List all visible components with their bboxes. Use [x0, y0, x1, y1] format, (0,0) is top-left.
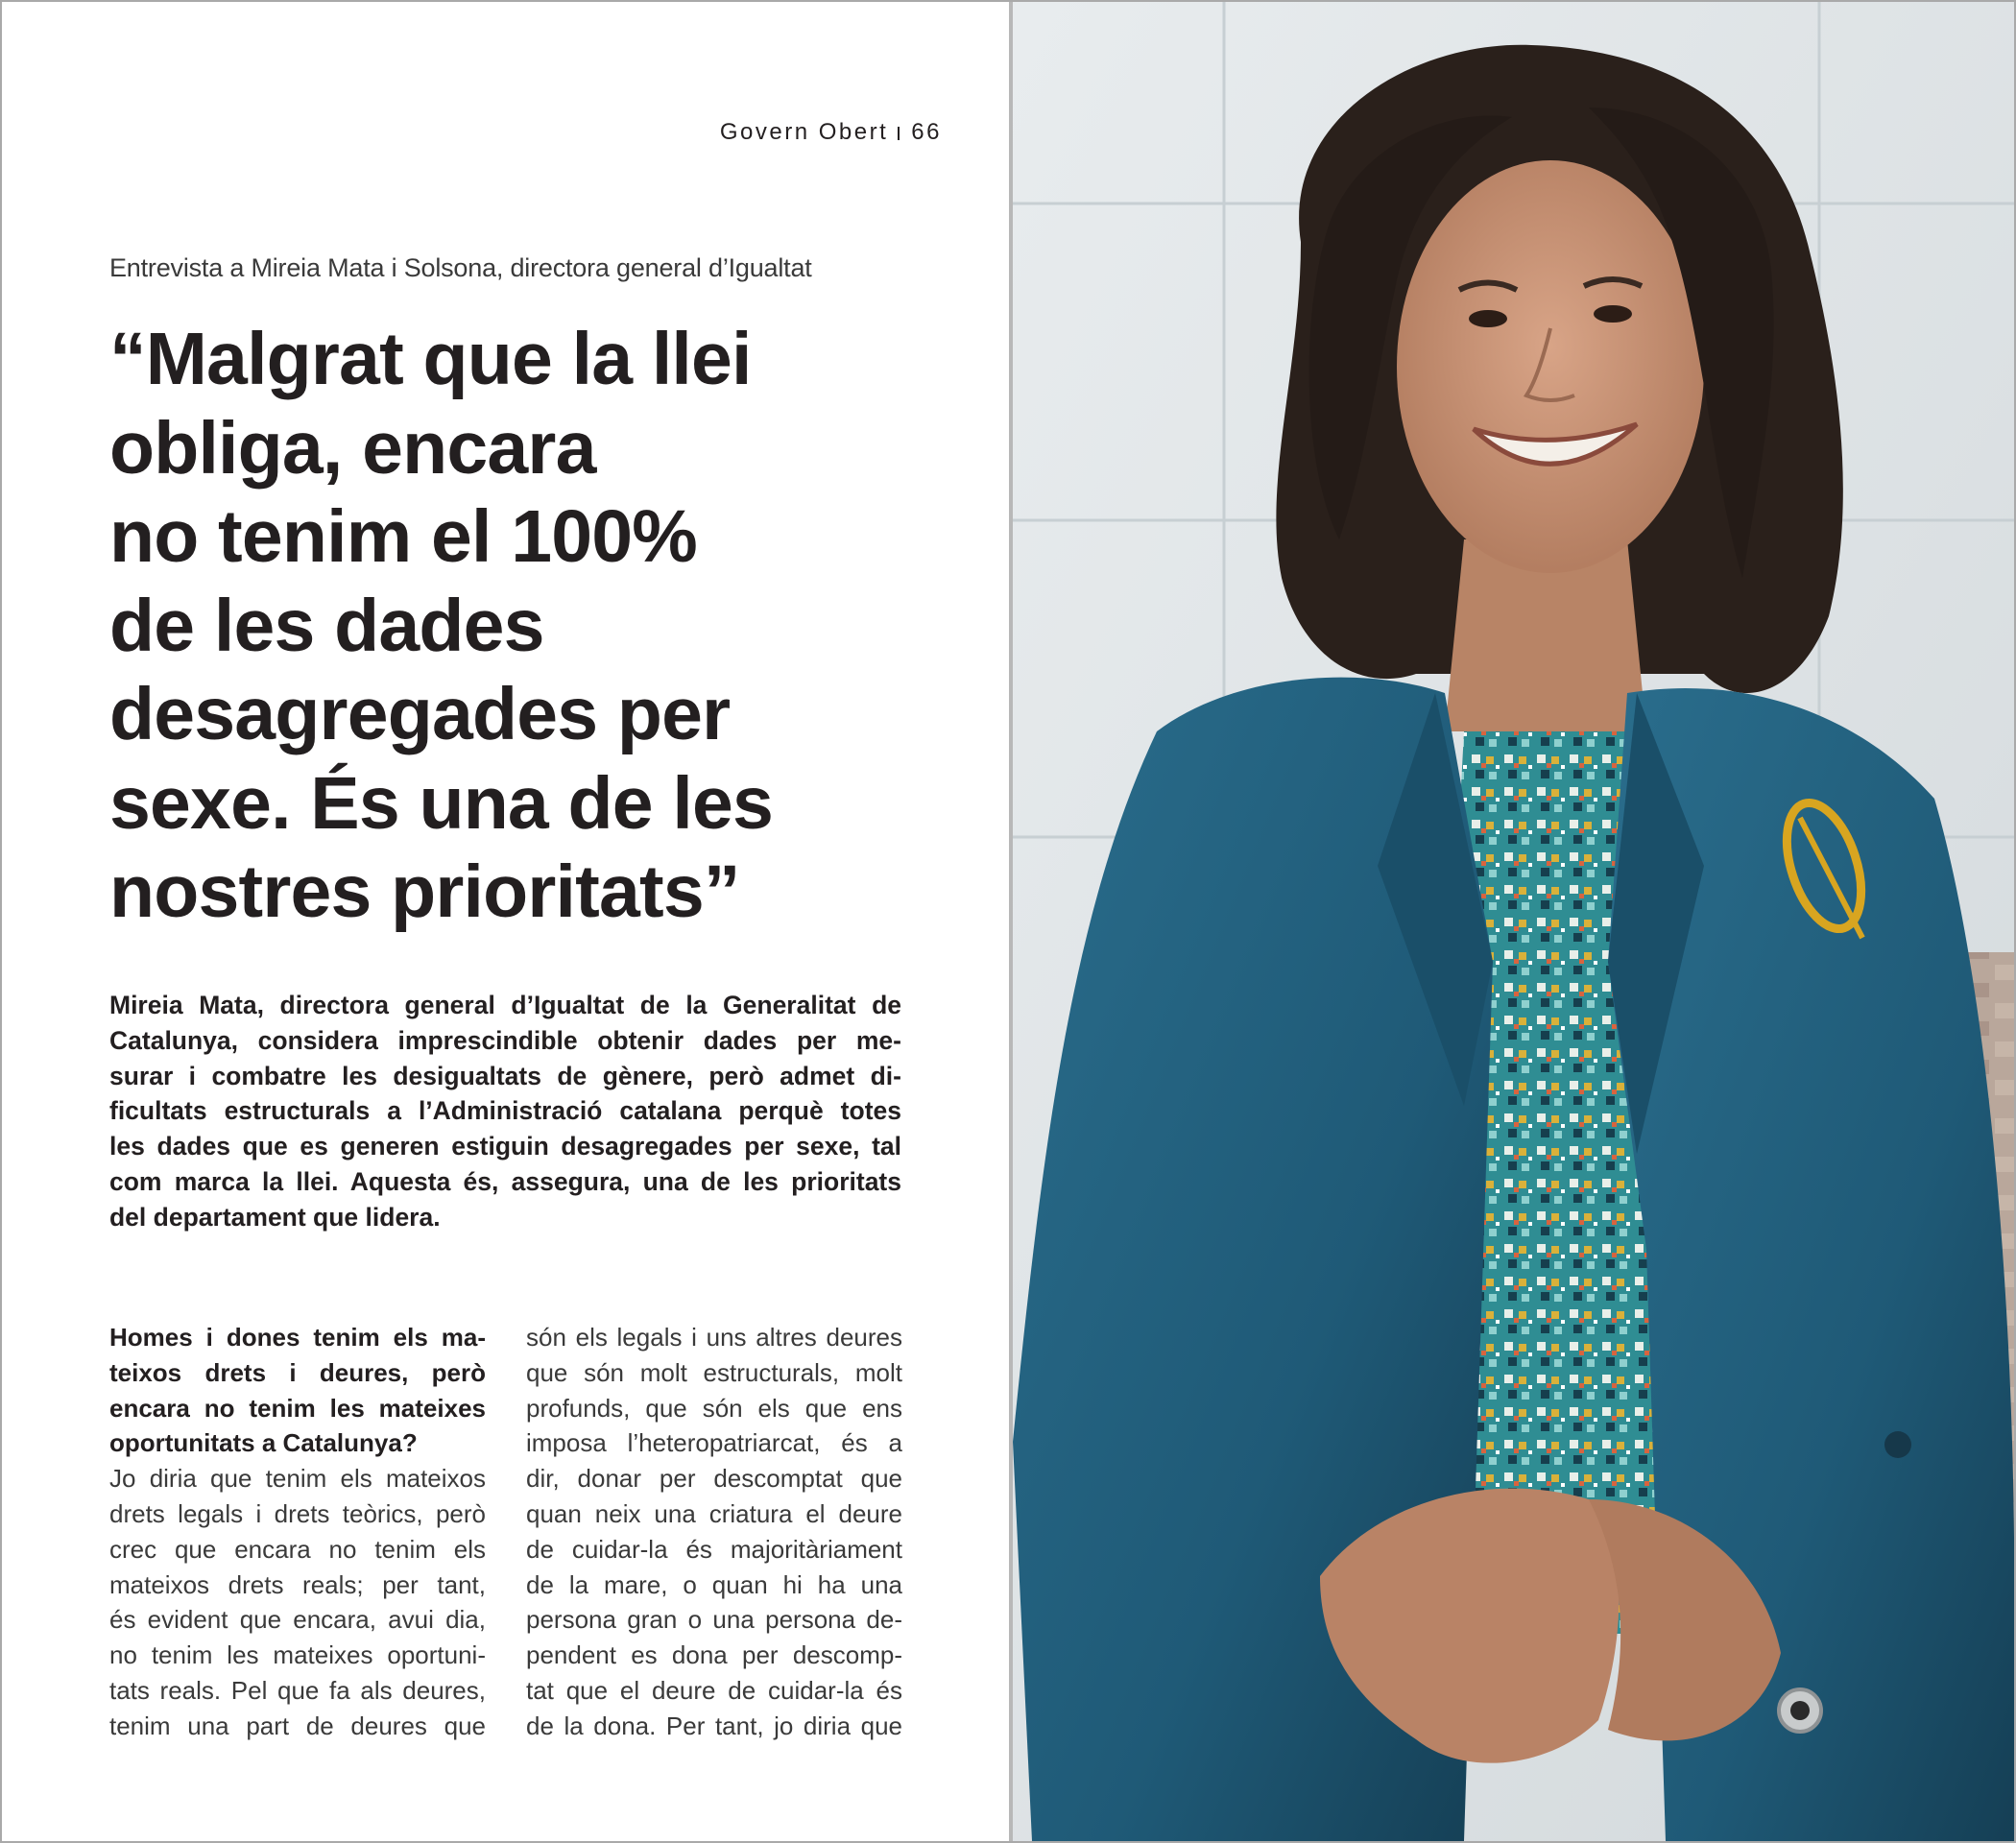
- answer-line: tat que el deure de cuidar-la és: [526, 1675, 902, 1705]
- headline-line: obliga, encara: [109, 406, 596, 490]
- body-column-1: [109, 1320, 486, 1744]
- question-line: encara no tenim les mateixes: [109, 1393, 486, 1423]
- answer-line: tenim una part de deures que: [109, 1711, 486, 1740]
- question-line: teixos drets i deures, però: [109, 1357, 486, 1387]
- answer-line: drets legals i drets teòrics, però: [109, 1498, 486, 1528]
- standfirst-line: Mireia Mata, directora general d’Igualtat de la Generalitat de: [109, 991, 901, 1019]
- headline-line: “Malgrat que la llei: [109, 318, 752, 400]
- answer-line: no tenim les mateixes oportuni-: [109, 1640, 486, 1670]
- standfirst-line: surar i combatre les desigualtats de gènere, però admet di-: [109, 1061, 901, 1090]
- page-number: 66: [911, 119, 942, 145]
- answer-line: són els legals i uns altres deures: [526, 1323, 902, 1352]
- header-separator: [898, 127, 900, 140]
- answer-line: crec que encara no tenim els: [109, 1534, 486, 1564]
- question-line: oportunitats a Catalunya?: [109, 1428, 418, 1458]
- standfirst-line: les dades que es generen estiguin desagregades per sexe, tal: [109, 1132, 901, 1161]
- standfirst: [109, 988, 901, 1235]
- question-line: Homes i dones tenim els ma-: [109, 1323, 486, 1352]
- answer-line: de cuidar-la és majoritàriament: [526, 1534, 902, 1564]
- body-column-2: [526, 1320, 902, 1744]
- headline-line: de les dades: [109, 584, 544, 667]
- answer-line: tats reals. Pel que fa als deures,: [109, 1675, 486, 1705]
- answer-line: quan neix una criatura el deure: [526, 1498, 902, 1528]
- portrait-photo: [1013, 2, 2014, 1841]
- answer-line: Jo diria que tenim els mateixos: [109, 1464, 486, 1494]
- interview-kicker: Entrevista a Mireia Mata i Solsona, directora general d’Igualtat: [109, 253, 812, 282]
- portrait-illustration: [1013, 2, 2014, 1841]
- right-eye: [1594, 305, 1632, 323]
- face: [1397, 160, 1704, 573]
- jacket-button: [1884, 1431, 1911, 1458]
- answer-line: dir, donar per descomptat que: [526, 1464, 902, 1494]
- section-name: Govern Obert: [719, 119, 889, 145]
- running-head: [720, 119, 942, 146]
- ring: [1779, 1689, 1821, 1732]
- left-eye: [1469, 310, 1507, 327]
- standfirst-line: com marca la llei. Aquesta és, assegura, una de les prioritats: [109, 1166, 901, 1196]
- headline-quote: [109, 315, 954, 937]
- answer-line: pendent es dona per descomp-: [526, 1640, 902, 1670]
- right-page: [1013, 2, 2014, 1841]
- answer-line: de la dona. Per tant, jo diria que: [526, 1711, 902, 1740]
- standfirst-line: del departament que lidera.: [109, 1202, 441, 1232]
- answer-line: profunds, que són els que ens: [526, 1393, 902, 1423]
- headline-line: nostres prioritats”: [109, 850, 740, 933]
- headline-line: no tenim el 100%: [109, 495, 697, 578]
- answer-line: que són molt estructurals, molt: [526, 1357, 902, 1387]
- answer-line: persona gran o una persona de-: [526, 1605, 902, 1635]
- headline-line: desagregades per: [109, 673, 731, 755]
- left-page: [2, 2, 1009, 1841]
- answer-line: imposa l’heteropatriarcat, és a: [526, 1428, 902, 1458]
- standfirst-line: ficultats estructurals a l’Administració catalana perquè totes: [109, 1096, 901, 1126]
- answer-line: mateixos drets reals; per tant,: [109, 1569, 486, 1599]
- standfirst-line: Catalunya, considera imprescindible obtenir dades per me-: [109, 1025, 901, 1055]
- answer-line: de la mare, o quan hi ha una: [526, 1569, 902, 1599]
- headline-line: sexe. És una de les: [109, 761, 774, 845]
- answer-line: és evident que encara, avui dia,: [109, 1605, 486, 1635]
